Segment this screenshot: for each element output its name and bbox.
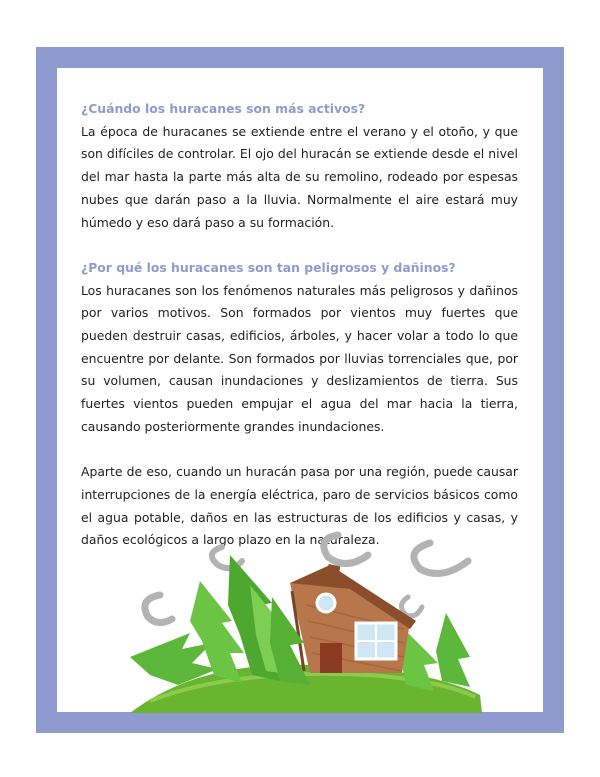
section-heading-active-season: ¿Cuándo los huracanes son más activos? [81,101,366,116]
house-icon [290,564,416,673]
section-paragraph-active-season: La época de huracanes se extiende entre el verano y el otoño, y que son difíciles de controlar. El ojo del huracán se extiende desde el nivel del mar hasta la parte más alta de su remolino, rodeado por espesas nubes que darán paso a la lluvia. Normalmente el aire estará muy húmedo y eso dará paso a su formación. [81,123,518,230]
article-body [81,98,518,552]
hurricane-house-icon [120,525,490,713]
section-heading-danger: ¿Por qué los huracanes son tan peligrosos y dañinos? [81,259,456,275]
section-paragraph-danger: Los huracanes son los fenómenos naturales más peligrosos y dañinos por varios motivos. Son formados por vientos muy fuertes que pueden destruir casas, edificios, árboles, y hacer volar a todo lo que encuentre por delante. Son formados por lluvias torrenciales que, por su volumen, causan inundaciones y deslizamientos de tierra. Sus fuertes vientos pueden empujar el agua del mar hacia la tierra, causando posteriormente grandes inundaciones. [81,282,518,434]
closing-paragraph: Aparte de eso, cuando un huracán pasa por una región, puede causar interrupciones de la energía eléctrica, paro de servicios básicos como el agua potable, daños en las estructuras de los edificios y casas, y daños ecológicos a largo plazo en la naturaleza. [81,464,518,548]
